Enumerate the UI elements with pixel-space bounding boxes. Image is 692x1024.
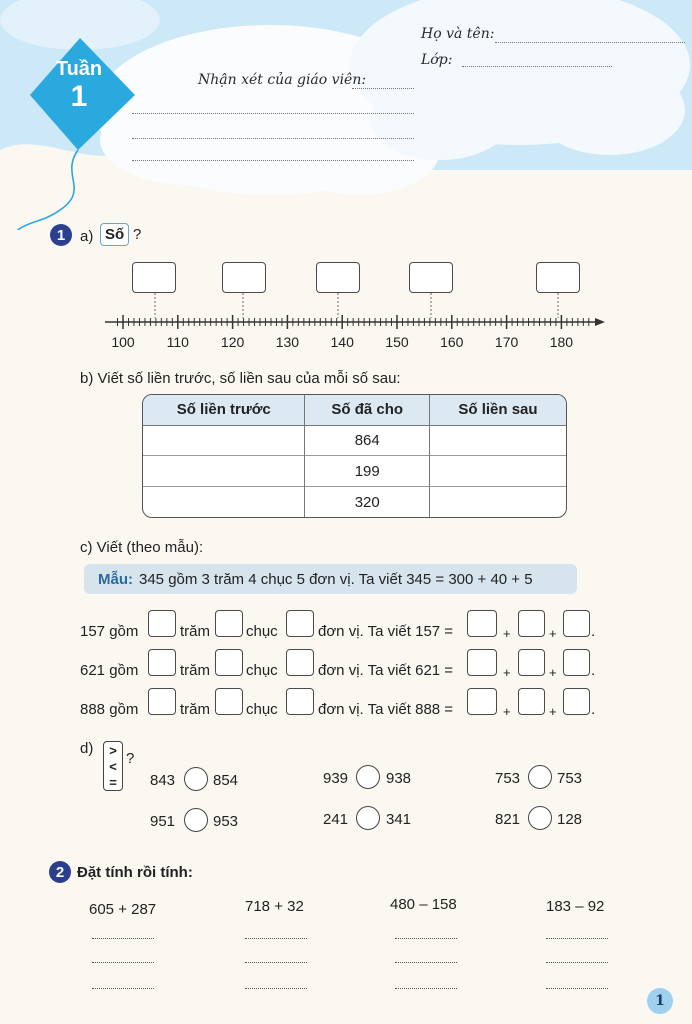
calc-problem: 183 – 92 xyxy=(546,898,605,915)
units-box[interactable] xyxy=(286,688,314,715)
units-box[interactable] xyxy=(286,649,314,676)
decompose-tail: đơn vị. Ta viết 888 = xyxy=(318,701,454,718)
period: . xyxy=(591,623,596,640)
calc-problem: 480 – 158 xyxy=(390,896,457,913)
compare-right: 753 xyxy=(557,770,583,787)
plus-sign: + xyxy=(503,626,511,641)
compare-left: 753 xyxy=(495,770,521,787)
plus-sign: + xyxy=(549,704,557,719)
compare-symbols-box xyxy=(103,741,123,791)
table-cell[interactable] xyxy=(429,487,566,517)
tick-label: 180 xyxy=(549,334,574,350)
hundreds-box[interactable] xyxy=(148,688,176,715)
plus-sign: + xyxy=(549,626,557,641)
tens-word: chục xyxy=(246,662,278,679)
tick-label: 140 xyxy=(330,334,354,350)
calc-answer-line[interactable] xyxy=(546,988,608,989)
compare-right: 953 xyxy=(213,813,239,830)
equal-symbol: = xyxy=(109,774,117,790)
calc-answer-line[interactable] xyxy=(92,938,154,939)
exercise-2-title: Đặt tính rồi tính: xyxy=(77,864,193,881)
name-line[interactable] xyxy=(495,42,685,43)
calc-answer-line[interactable] xyxy=(395,938,457,939)
week-label: Tuần xyxy=(55,58,103,80)
period: . xyxy=(591,662,596,679)
decompose-tail: đơn vị. Ta viết 621 = xyxy=(318,662,454,679)
hundreds-box[interactable] xyxy=(148,610,176,637)
class-label: Lớp: xyxy=(421,52,453,68)
decompose-lead: 157 gồm xyxy=(80,623,139,640)
calc-answer-line[interactable] xyxy=(395,988,457,989)
table-cell: 199 xyxy=(305,456,430,487)
sum-hundreds-box[interactable] xyxy=(467,610,497,637)
answer-box[interactable] xyxy=(409,262,453,293)
decompose-lead: 621 gồm xyxy=(80,662,139,679)
hundreds-word: trăm xyxy=(180,662,210,679)
greater-symbol: > xyxy=(109,742,117,758)
table-header: Số liền trước xyxy=(143,395,305,425)
table-cell: 320 xyxy=(305,487,430,517)
hundreds-word: trăm xyxy=(180,701,210,718)
comment-line xyxy=(132,160,414,161)
part-a-box: Số xyxy=(100,223,129,246)
comment-line xyxy=(132,113,414,114)
calc-answer-line[interactable] xyxy=(245,938,307,939)
compare-circle[interactable] xyxy=(184,808,208,832)
example-label: Mẫu: xyxy=(98,570,133,588)
comment-line xyxy=(132,138,414,139)
exercise-1-badge: 1 xyxy=(50,224,72,246)
period: . xyxy=(591,701,596,718)
compare-circle[interactable] xyxy=(528,765,552,789)
example-band xyxy=(84,564,577,594)
table-cell[interactable] xyxy=(143,487,305,517)
plus-sign: + xyxy=(503,704,511,719)
axis-arrow xyxy=(595,318,605,326)
part-b-title: b) Viết số liền trước, số liền sau của mỗi số sau: xyxy=(80,370,401,387)
tens-word: chục xyxy=(246,623,278,640)
calc-answer-line[interactable] xyxy=(395,962,457,963)
header-cloud-art xyxy=(0,0,692,230)
hundreds-box[interactable] xyxy=(148,649,176,676)
table-row xyxy=(143,456,566,487)
tens-box[interactable] xyxy=(215,688,243,715)
tens-box[interactable] xyxy=(215,610,243,637)
table-header: Số đã cho xyxy=(305,395,430,425)
table-cell[interactable] xyxy=(143,456,305,487)
sum-tens-box[interactable] xyxy=(518,649,545,676)
calc-answer-line[interactable] xyxy=(546,962,608,963)
part-d-suffix: ? xyxy=(126,750,135,767)
calc-answer-line[interactable] xyxy=(92,988,154,989)
less-symbol: < xyxy=(109,758,117,774)
answer-box[interactable] xyxy=(222,262,266,293)
answer-box[interactable] xyxy=(316,262,360,293)
tens-box[interactable] xyxy=(215,649,243,676)
plus-sign: + xyxy=(549,665,557,680)
page-number: 1 xyxy=(647,988,673,1014)
compare-circle[interactable] xyxy=(528,806,552,830)
sum-hundreds-box[interactable] xyxy=(467,688,497,715)
compare-left: 939 xyxy=(323,770,349,787)
compare-left: 821 xyxy=(495,811,521,828)
comment-line xyxy=(352,88,414,89)
table-cell[interactable] xyxy=(429,425,566,456)
table-cell: 864 xyxy=(305,425,430,456)
decompose-lead: 888 gồm xyxy=(80,701,139,718)
compare-left: 951 xyxy=(150,813,176,830)
class-line[interactable] xyxy=(462,66,612,67)
table-header: Số liền sau xyxy=(429,395,566,425)
sum-hundreds-box[interactable] xyxy=(467,649,497,676)
plus-sign: + xyxy=(503,665,511,680)
table-cell[interactable] xyxy=(143,425,305,456)
table-cell[interactable] xyxy=(429,456,566,487)
compare-circle[interactable] xyxy=(184,767,208,791)
calc-answer-line[interactable] xyxy=(245,988,307,989)
table-row xyxy=(143,425,566,456)
sum-units-box[interactable] xyxy=(563,688,590,715)
name-label: Họ và tên: xyxy=(421,26,495,42)
compare-circle[interactable] xyxy=(356,806,380,830)
exercise-2-badge: 2 xyxy=(49,861,71,883)
tens-word: chục xyxy=(246,701,278,718)
units-box[interactable] xyxy=(286,610,314,637)
tick-label: 150 xyxy=(385,334,409,350)
tick-label: 100 xyxy=(111,334,135,350)
sum-units-box[interactable] xyxy=(563,610,590,637)
sum-units-box[interactable] xyxy=(563,649,590,676)
compare-left: 241 xyxy=(323,811,349,828)
compare-left: 843 xyxy=(150,772,176,789)
calc-answer-line[interactable] xyxy=(546,938,608,939)
table-row xyxy=(143,487,566,517)
neighbor-table xyxy=(142,394,567,518)
part-a-suffix: ? xyxy=(133,226,142,243)
compare-right: 341 xyxy=(386,811,412,828)
sum-tens-box[interactable] xyxy=(518,610,545,637)
tick-label: 120 xyxy=(220,334,245,350)
part-c-title: c) Viết (theo mẫu): xyxy=(80,539,204,556)
calc-answer-line[interactable] xyxy=(245,962,307,963)
answer-box[interactable] xyxy=(132,262,176,293)
calc-problem: 605 + 287 xyxy=(89,901,157,918)
part-d-prefix: d) xyxy=(80,740,94,757)
teacher-comment-label: Nhận xét của giáo viên: xyxy=(198,72,367,88)
week-number: 1 xyxy=(70,80,88,113)
tick-label: 130 xyxy=(275,334,300,350)
answer-box[interactable] xyxy=(536,262,580,293)
compare-circle[interactable] xyxy=(356,765,380,789)
calc-answer-line[interactable] xyxy=(92,962,154,963)
hundreds-word: trăm xyxy=(180,623,210,640)
compare-right: 938 xyxy=(386,770,412,787)
compare-right: 128 xyxy=(557,811,583,828)
tick-label: 170 xyxy=(494,334,519,350)
part-a-prefix: a) xyxy=(80,228,94,245)
decompose-tail: đơn vị. Ta viết 157 = xyxy=(318,623,454,640)
sum-tens-box[interactable] xyxy=(518,688,545,715)
calc-problem: 718 + 32 xyxy=(245,898,304,915)
example-text: 345 gồm 3 trăm 4 chục 5 đơn vị. Ta viết 345 = 300 + 40 + 5 xyxy=(139,570,533,588)
tick-label: 110 xyxy=(166,334,189,350)
tick-label: 160 xyxy=(440,334,464,350)
compare-right: 854 xyxy=(213,772,239,789)
